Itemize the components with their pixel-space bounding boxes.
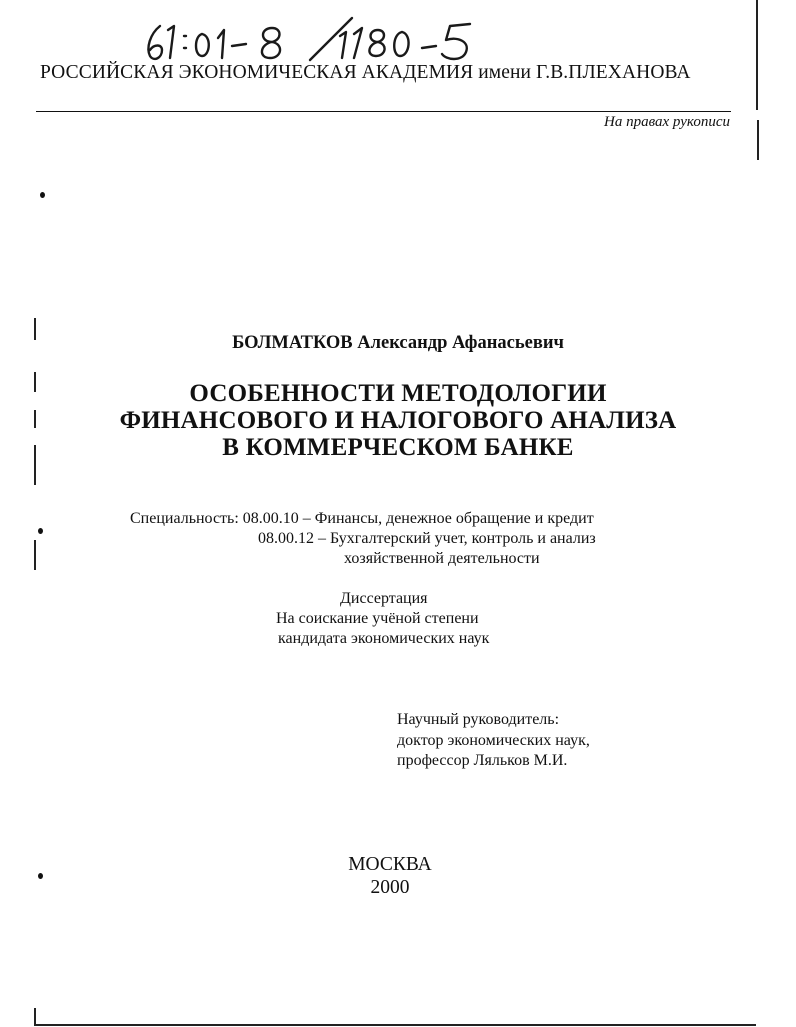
specialty-line-2: 08.00.12 – Бухгалтерский учет, контроль и анализ [258, 530, 596, 547]
place-and-year [0, 853, 780, 899]
city: МОСКВА [348, 854, 432, 875]
degree-line-1: На соискание учёной степени [276, 610, 479, 627]
scan-artifact-dot [38, 528, 43, 534]
scan-artifact-dot [38, 873, 43, 879]
title-line: ОСОБЕННОСТИ МЕТОДОЛОГИИ [189, 380, 607, 407]
scan-edge-mark [34, 410, 36, 428]
supervisor-label: Научный руководитель: [397, 711, 560, 728]
degree-line-2: кандидата экономических наук [278, 630, 490, 647]
supervisor-name: профессор Ляльков М.И. [397, 752, 568, 769]
institution-name: РОССИЙСКАЯ ЭКОНОМИЧЕСКАЯ АКАДЕМИЯ имени Г.В.ПЛЕХАНОВА [40, 62, 691, 83]
scan-edge-mark [756, 0, 758, 110]
rights-note: На правах рукописи [604, 114, 730, 130]
author-name: БОЛМАТКОВ Александр Афанасьевич [232, 333, 564, 353]
year: 2000 [370, 877, 410, 898]
specialty-line-3: хозяйственной деятельности [344, 550, 540, 567]
dissertation-label: Диссертация [340, 590, 428, 607]
scan-edge-mark [34, 318, 36, 340]
scan-edge-mark [34, 445, 36, 485]
supervisor-degree: доктор экономических наук, [397, 731, 590, 749]
scan-edge-mark [757, 120, 759, 160]
header-divider [36, 111, 731, 112]
supervisor-block [397, 710, 590, 772]
thesis-title [0, 380, 796, 461]
title-line: ФИНАНСОВОГО И НАЛОГОВОГО АНАЛИЗА [119, 407, 677, 434]
scan-bottom-edge [36, 1024, 756, 1026]
scan-edge-mark [34, 372, 36, 392]
scan-artifact-dot [40, 192, 45, 198]
title-line: В КОММЕРЧЕСКОМ БАНКЕ [222, 434, 574, 461]
specialty-line-1: Специальность: 08.00.10 – Финансы, денежное обращение и кредит [130, 510, 594, 527]
scan-edge-mark [34, 540, 36, 570]
